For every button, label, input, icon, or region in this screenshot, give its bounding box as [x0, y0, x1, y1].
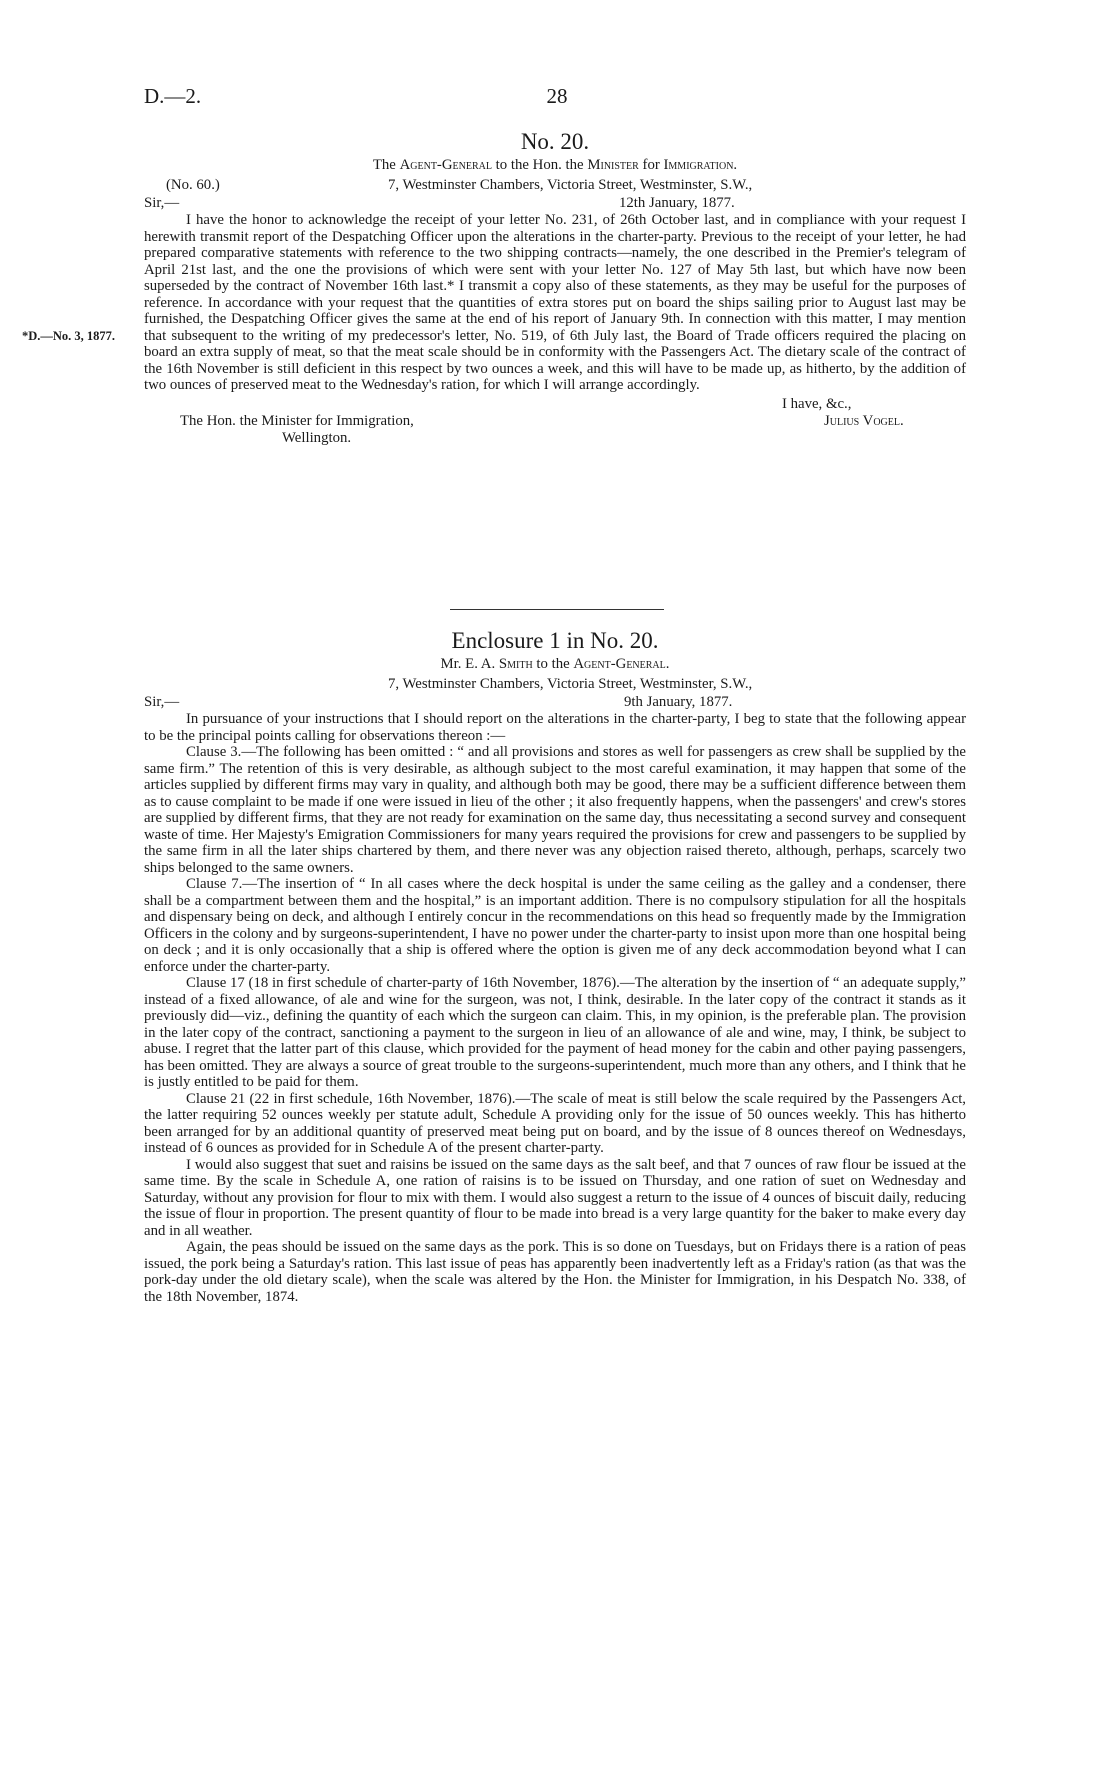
enclosure-date: 9th January, 1877.	[624, 694, 733, 710]
closing: I have, &c.,	[782, 395, 852, 412]
recipient-name: Immigration	[663, 157, 734, 173]
margin-note: *D.—No. 3, 1877.	[22, 329, 116, 343]
salutation: Sir,—	[144, 694, 180, 710]
enclosure-1	[144, 627, 966, 1305]
letter-date: 12th January, 1877.	[619, 195, 735, 211]
recipient-name: Minister	[587, 157, 639, 173]
addressee-line-1: The Hon. the Minister for Immigration,	[180, 412, 414, 429]
signature: Julius Vogel.	[824, 412, 904, 429]
section-divider	[450, 609, 664, 610]
paragraph: Clause 7.—The insertion of “ In all cases where the deck hospital is under the same ceiling as the galley and a condenser, there shall be a compartment between them and the hospital,” is an important addition. There is no compulsory stipulation for all the hospitals and dispensary being on deck, and although I entirely concur in the recommendations on this head so frequently made by the Immigration Officers in the colony and by surgeons-superintendent, I have no power under the charter-party to insist upon more than one hospital being on deck ; and it is only occasionally that a ship is offered where the option is given me of any deck accommodation beyond what I can enforce under the charter-party.	[144, 876, 966, 975]
letter-ref-no: (No. 60.)	[166, 177, 220, 193]
sender-name: Smith	[498, 656, 533, 672]
page-number: 28	[546, 84, 568, 108]
salutation: Sir,—	[144, 195, 180, 211]
letter-no-20	[144, 128, 966, 447]
recipient-name: Agent-General	[573, 656, 666, 672]
paragraph: In pursuance of your instructions that I should report on the alterations in the charter-party, I beg to state that the following appear to be the principal points calling for observations thereon :—	[144, 711, 966, 744]
sender-address: 7, Westminster Chambers, Victoria Street, Westminster, S.W.,	[388, 676, 753, 692]
letter-from-to	[144, 156, 966, 174]
from-to-text: to the	[532, 656, 574, 672]
paragraph: Again, the peas should be issued on the same days as the pork. This is so done on Tuesdays, but on Fridays there is a ration of peas issued, the pork being a Saturday's ration. This last issue of peas has apparently been inadvertently left as a Friday's ration (as that was the pork-day under the old dietary scale), when the scale was altered by the Hon. the Minister for Immigration, in his Despatch No. 338, of the 18th November, 1874.	[144, 1239, 966, 1305]
from-to-text: The	[372, 157, 400, 173]
letter-number: No. 20.	[520, 129, 590, 154]
enclosure-title: Enclosure 1 in No. 20.	[451, 628, 659, 653]
enclosure-from-to	[144, 655, 966, 673]
sender-address: 7, Westminster Chambers, Victoria Street, Westminster, S.W.,	[388, 177, 753, 193]
paragraph: Clause 17 (18 in first schedule of charter-party of 16th November, 1876).—The alteration by the insertion of “ an adequate supply,” instead of a fixed allowance, of ale and wine for the surgeon, was not, I think, desirable. In the later copy of the contract it stands as it previously did—viz., defining the quantity of each which the surgeon can claim. This, in my opinion, is the preferable plan. The provision in the later copy of the contract, sanctioning a payment to the surgeon in lieu of an allowance of ale and wine, may, I think, be subject to abuse. I regret that the latter part of this clause, which provided for the payment of head money for the cabin and other paying passengers, has been omitted. They are always a source of great trouble to the surgeons-superintendent, much more than any others, and I think that he is justly entitled to be paid for them.	[144, 975, 966, 1090]
from-to-text: Mr. E. A.	[440, 656, 499, 672]
sender-name: Agent-General	[399, 157, 492, 173]
from-to-text: .	[733, 157, 738, 173]
addressee-line-2: Wellington.	[282, 429, 352, 446]
paragraph: Clause 3.—The following has been omitted : “ and all provisions and stores as well for passengers as crew shall be supplied by the same firm.” The retention of this is very desirable, as although subject to the most careful examination, it may happen that some of the articles supplied by different firms may vary in quality, and although both may be good, there may be a sufficient difference between them as to cause complaint to be made if one were issued in lieu of the other ; it also frequently happens, when the passengers' and crew's stores are supplied by different firms, that they are not ready for examination on the same day, thus necessitating a second survey and consequent waste of time. Her Majesty's Emigration Commissioners for many years required the provisions for crew and passengers to be supplied by the same firm in all the later ships chartered by them, and there never was any objection raised thereto, although, perhaps, scarcely two ships belonged to the same owners.	[144, 744, 966, 876]
letter-body: I have the honor to acknowledge the receipt of your letter No. 231, of 26th October last, and in compliance with your request I herewith transmit report of the Despatching Officer upon the alterations in the charter-party. Previous to the receipt of your letter, he had prepared comparative statements with reference to the two shipping contracts—namely, the one described in the Premier's telegram of April 21st last, and the one the provisions of which were sent with your letter No. 127 of May 5th last, but which have now been superseded by the contract of November 16th last.* I transmit a copy also of these statements, as they may be useful for the purposes of reference. In accordance with your request that the quantities of extra stores put on board the ships sailing prior to August last may be furnished, the Despatching Officer gives the same at the end of his report of January 9th. In connection with this matter, I may mention that subsequent to the writing of my predecessor's letter, No. 519, of 6th July last, the Board of Trade officers required the placing on board an extra supply of meat, so that the meat scale should be in conformity with the Passengers Act. The dietary scale of the contract of the 16th November is still deficient in this respect by two ounces a week, and this will have to be made up, as hitherto, by the addition of two ounces of preserved meat to the Wednesday's ration, for which I will arrange accordingly.	[144, 212, 966, 393]
parliamentary-paper-ref: D.—2.	[144, 84, 202, 108]
paragraph: Clause 21 (22 in first schedule, 16th November, 1876).—The scale of meat is still below the scale required by the Passengers Act, the latter requiring 52 ounces weekly per statute adult, Schedule A providing only for the issue of 50 ounces weekly. This has hitherto been arranged for by an additional quantity of preserved meat being put on board, and by the issue of 8 ounces thereof on Wednesdays, instead of 6 ounces as provided for in Schedule A of the present charter-party.	[144, 1090, 966, 1156]
paragraph: I would also suggest that suet and raisins be issued on the same days as the salt beef, and that 7 ounces of raw flour be issued at the same time. By the scale in Schedule A, one ration of raisins is to be issued on Thursday, and one ration of suet on Wednesday and Saturday, without any provision for flour to mix with them. I would also suggest a return to the issue of 4 ounces of biscuit daily, reducing the issue of flour in proportion. The present quantity of flour to be made into bread is a very large quantity for the baker to make every day and in all weather.	[144, 1156, 966, 1239]
from-to-text: .	[665, 656, 670, 672]
from-to-text: for	[638, 157, 664, 173]
from-to-text: to the Hon. the	[491, 157, 588, 173]
